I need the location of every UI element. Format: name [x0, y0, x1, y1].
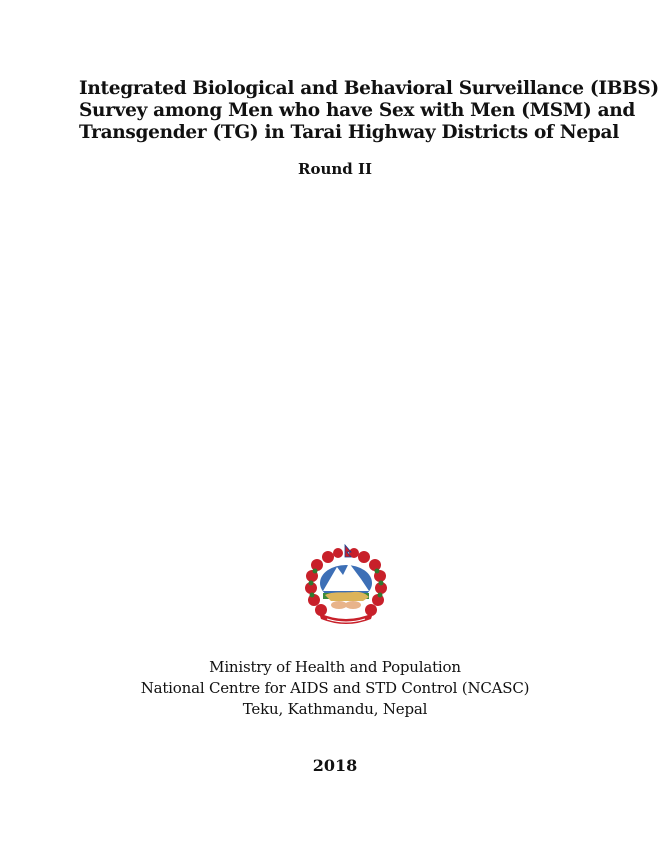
publication-year: 2018	[312, 756, 358, 775]
title-line-2: Survey among Men who have Sex with Men (MSM) and	[79, 100, 636, 121]
centre-name: National Centre for AIDS and STD Control (NCASC)	[140, 679, 530, 697]
nepal-government-emblem-icon	[303, 543, 389, 627]
title-line-1: Integrated Biological and Behavioral Surveillance (IBBS)	[79, 78, 659, 99]
address: Teku, Kathmandu, Nepal	[242, 700, 428, 718]
publisher-block	[0, 657, 670, 720]
report-title	[79, 78, 659, 144]
report-subtitle: Round II	[297, 160, 373, 178]
title-line-3: Transgender (TG) in Tarai Highway Districts of Nepal	[79, 122, 619, 143]
ministry-name: Ministry of Health and Population	[209, 658, 461, 676]
